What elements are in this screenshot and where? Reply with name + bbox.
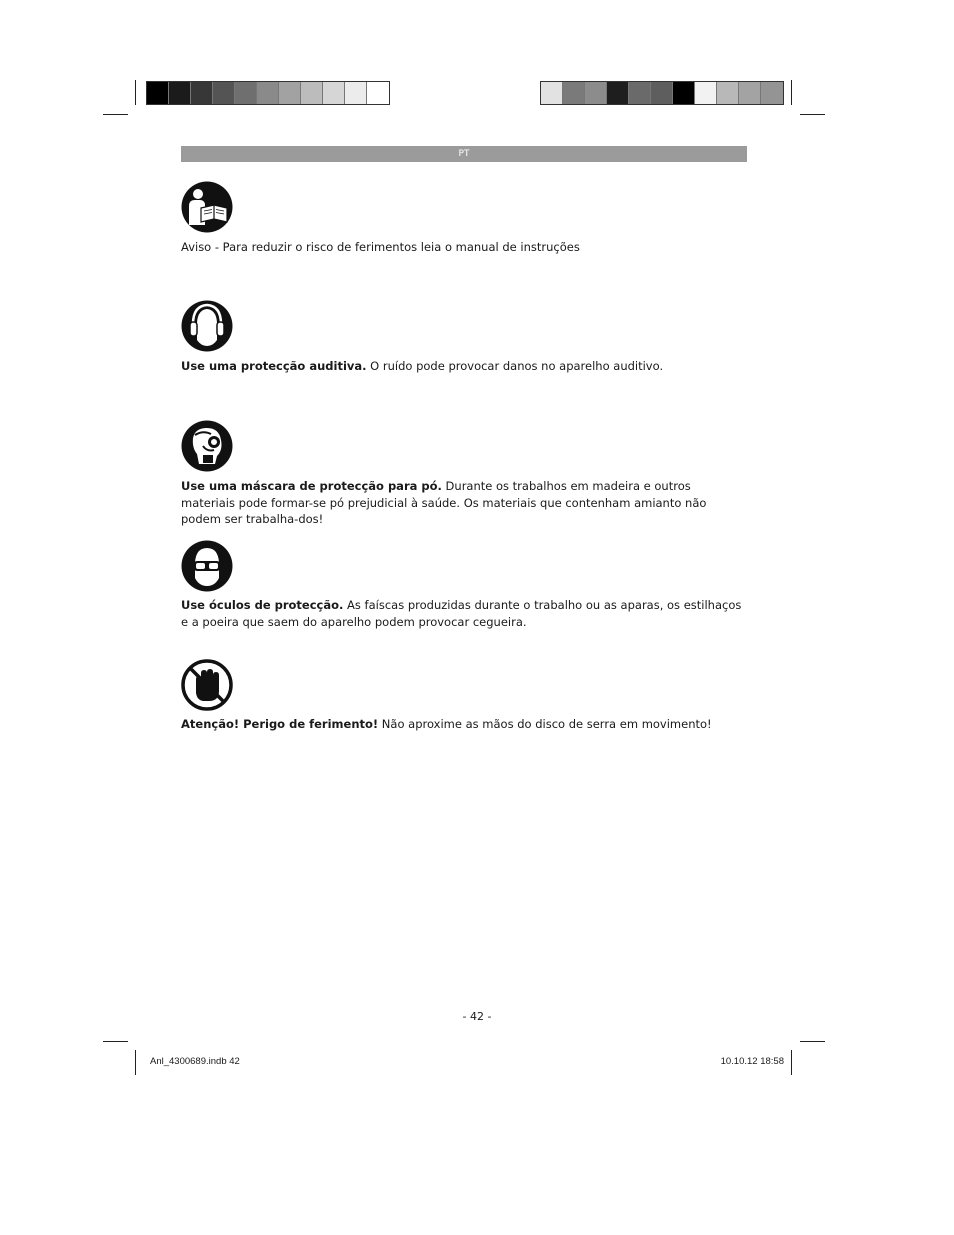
crop-mark-top-left-v xyxy=(135,80,136,105)
language-label: PT xyxy=(458,149,470,159)
color-swatch xyxy=(651,82,673,104)
color-swatch xyxy=(323,82,345,104)
color-swatch xyxy=(739,82,761,104)
color-swatch xyxy=(761,82,783,104)
color-swatch xyxy=(235,82,257,104)
section-dust-mask xyxy=(181,478,747,528)
color-swatch xyxy=(301,82,323,104)
color-swatch xyxy=(541,82,563,104)
read-manual-icon xyxy=(181,181,233,233)
color-swatch xyxy=(673,82,695,104)
section-1-text: Aviso - Para reduzir o risco de ferimentos leia o manual de instruções xyxy=(181,240,580,254)
color-swatch xyxy=(695,82,717,104)
section-2-text: O ruído pode provocar danos no aparelho auditivo. xyxy=(366,359,664,373)
color-swatch xyxy=(563,82,585,104)
crop-mark-bottom-right-v xyxy=(791,1050,792,1075)
section-safety-goggles xyxy=(181,597,747,630)
page-number: - 42 - xyxy=(462,1010,492,1023)
section-read-manual xyxy=(181,239,747,256)
color-swatch xyxy=(147,82,169,104)
crop-mark-bottom-left-h xyxy=(103,1041,128,1042)
ear-protection-icon xyxy=(181,300,233,352)
color-swatch xyxy=(279,82,301,104)
section-3-text: Durante os trabalhos em madeira e outros materiais pode formar-se pó prejudicial à saúde. Os materiais que contenham amianto não podem ser trabalha-dos! xyxy=(181,479,707,526)
color-swatch xyxy=(257,82,279,104)
section-3-bold: Use uma máscara de protecção para pó. xyxy=(181,479,442,493)
section-ear-protection xyxy=(181,358,747,375)
color-swatch xyxy=(169,82,191,104)
safety-goggles-icon xyxy=(181,540,233,592)
crop-mark-top-left-h xyxy=(103,114,128,115)
no-hands-icon xyxy=(181,659,233,711)
crop-mark-top-right-h xyxy=(800,114,825,115)
color-swatch xyxy=(585,82,607,104)
section-5-bold: Atenção! Perigo de ferimento! xyxy=(181,717,379,731)
language-band xyxy=(181,146,747,162)
color-swatch xyxy=(629,82,651,104)
section-5-text: Não aproxime as mãos do disco de serra em movimento! xyxy=(378,717,712,731)
crop-mark-bottom-left-v xyxy=(135,1050,136,1075)
section-4-bold: Use óculos de protecção. xyxy=(181,598,344,612)
color-swatch xyxy=(213,82,235,104)
color-swatch-bar-left xyxy=(146,81,390,105)
crop-mark-top-right-v xyxy=(791,80,792,105)
dust-mask-icon xyxy=(181,420,233,472)
color-swatch xyxy=(607,82,629,104)
print-file-name: Anl_4300689.indb 42 xyxy=(150,1056,240,1067)
color-swatch xyxy=(367,82,389,104)
section-2-bold: Use uma protecção auditiva. xyxy=(181,359,367,373)
print-date-time: 10.10.12 18:58 xyxy=(720,1056,784,1067)
color-swatch-bar-right xyxy=(540,81,784,105)
color-swatch xyxy=(345,82,367,104)
color-swatch xyxy=(191,82,213,104)
crop-mark-bottom-right-h xyxy=(800,1041,825,1042)
section-no-hands xyxy=(181,716,747,733)
section-4-text: As faíscas produzidas durante o trabalho ou as aparas, os estilhaços e a poeira que saem do aparelho podem provocar cegueira. xyxy=(181,598,742,629)
color-swatch xyxy=(717,82,739,104)
